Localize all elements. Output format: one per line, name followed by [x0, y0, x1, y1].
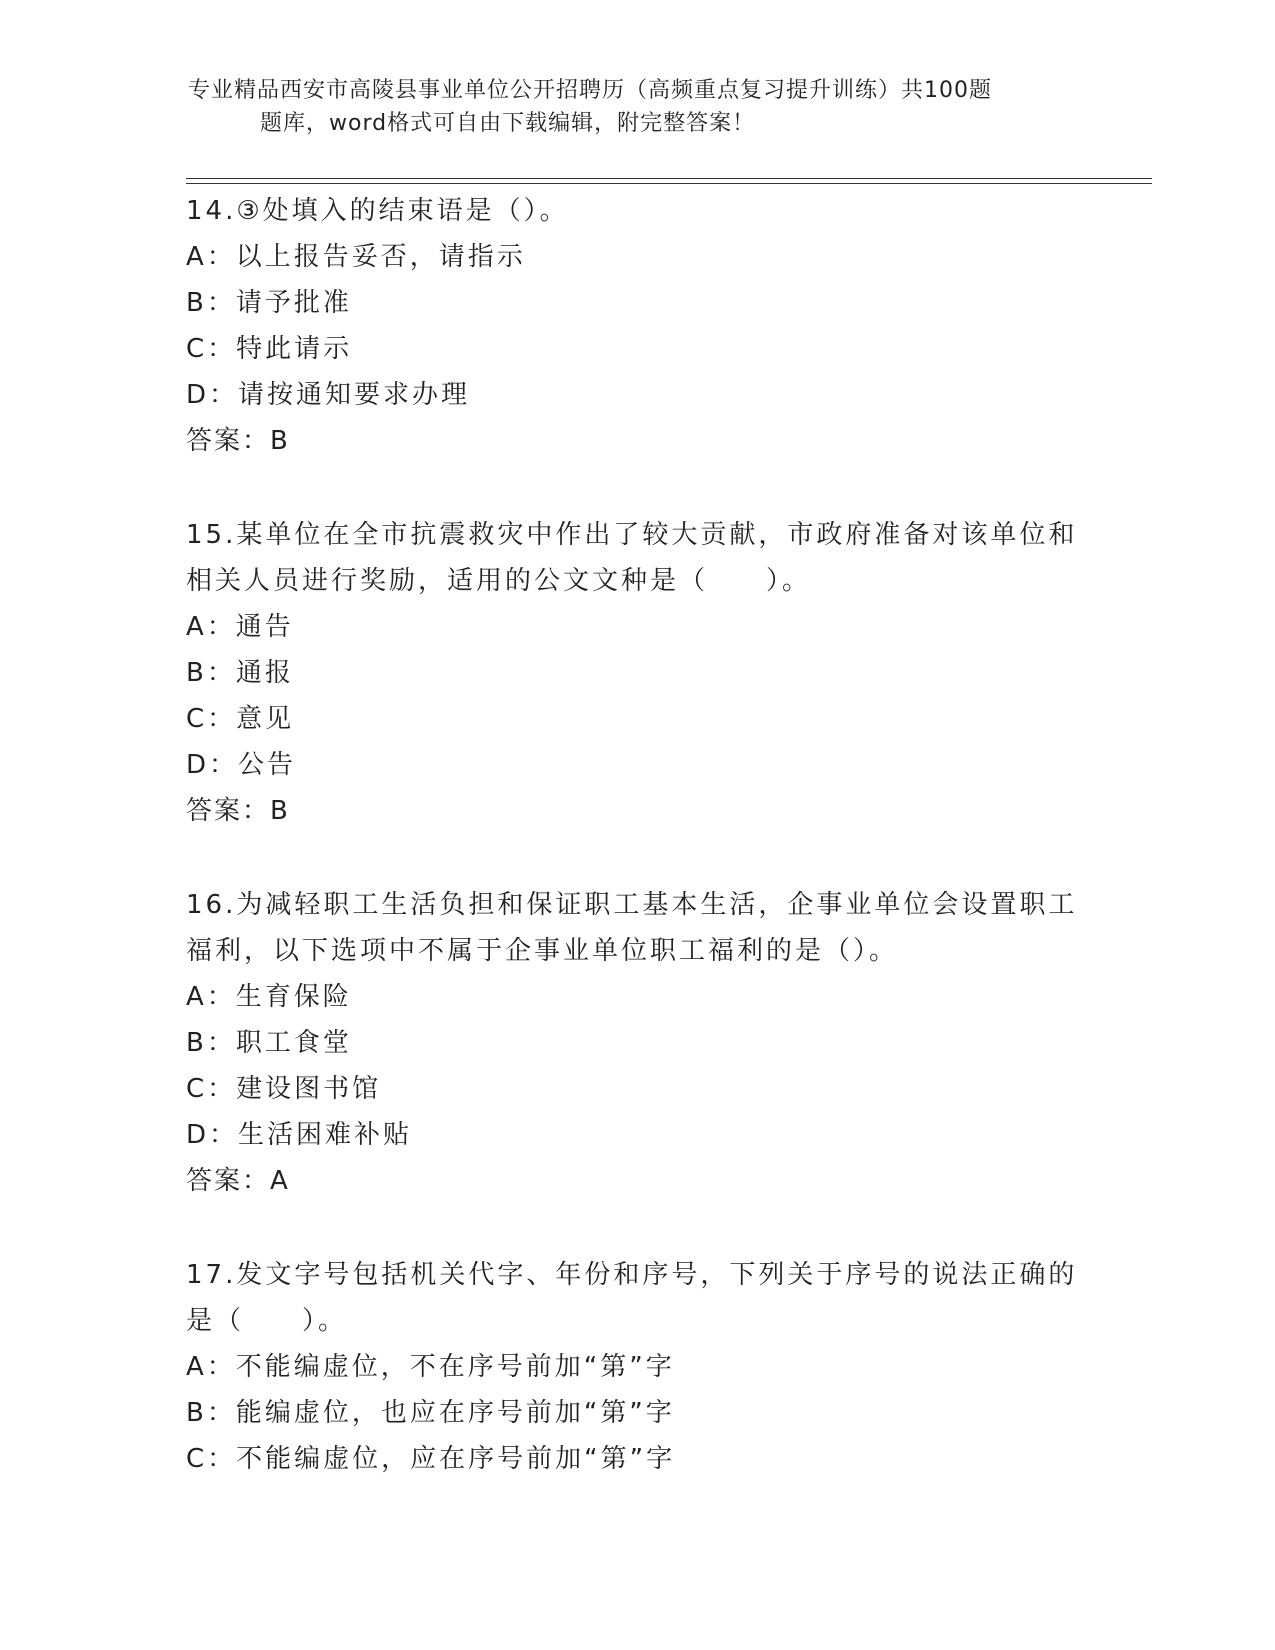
- answer: 答案：B: [186, 426, 290, 456]
- option-c: C：建设图书馆: [186, 1074, 382, 1104]
- question-15: [186, 512, 1086, 834]
- option-a: A：以上报告妥否，请指示: [186, 242, 526, 272]
- option-a: A：通告: [186, 612, 294, 642]
- question-stem-line-2: 福利，以下选项中不属于企事业单位职工福利的是（）。: [186, 936, 899, 966]
- question-stem-line-1: 17.发文字号包括机关代字、年份和序号，下列关于序号的说法正确的: [186, 1260, 1078, 1290]
- option-d: D：生活困难补贴: [186, 1120, 413, 1150]
- option-d: D：公告: [186, 750, 297, 780]
- question-14: [186, 188, 1086, 464]
- option-a: A：生育保险: [186, 982, 352, 1012]
- question-stem-line-1: 15.某单位在全市抗震救灾中作出了较大贡献，市政府准备对该单位和: [186, 520, 1078, 550]
- question-stem-line-1: 16.为减轻职工生活负担和保证职工基本生活，企事业单位会设置职工: [186, 890, 1078, 920]
- option-b: B：请予批准: [186, 288, 352, 318]
- question-stem: 14.③处填入的结束语是（）。: [186, 196, 569, 226]
- header-title-line-1: 专业精品西安市高陵县事业单位公开招聘历（高频重点复习提升训练）共100题: [188, 78, 992, 103]
- option-c: C：意见: [186, 704, 295, 734]
- question-list: [186, 188, 1086, 1530]
- question-16: [186, 882, 1086, 1204]
- question-17: [186, 1252, 1086, 1482]
- option-a: A：不能编虚位，不在序号前加“第”字: [186, 1352, 675, 1382]
- header-divider-bottom: [186, 183, 1152, 184]
- option-b: B：能编虚位，也应在序号前加“第”字: [186, 1398, 675, 1428]
- answer: 答案：B: [186, 796, 290, 826]
- option-d: D：请按通知要求办理: [186, 380, 471, 410]
- option-c: C：不能编虚位，应在序号前加“第”字: [186, 1444, 676, 1474]
- option-b: B：职工食堂: [186, 1028, 352, 1058]
- header-divider-top: [186, 178, 1152, 179]
- header-title-line-2: 题库，word格式可自由下载编辑，附完整答案！: [260, 111, 756, 136]
- question-stem-line-2: 相关人员进行奖励，适用的公文文种是（ ）。: [186, 566, 812, 596]
- option-b: B：通报: [186, 658, 294, 688]
- option-c: C：特此请示: [186, 334, 353, 364]
- answer: 答案：A: [186, 1166, 290, 1196]
- document-header: [188, 74, 1068, 140]
- question-stem-line-2: 是（ ）。: [186, 1306, 348, 1336]
